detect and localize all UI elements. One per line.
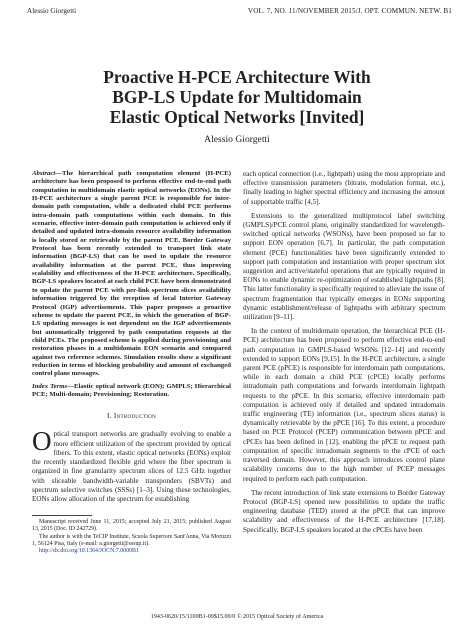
right-column xyxy=(243,170,445,540)
running-header xyxy=(27,7,452,19)
footnote-rule xyxy=(32,515,92,516)
title-line: BGP-LS Update for Multidomain xyxy=(112,87,362,107)
author-name: Alessio Giorgetti xyxy=(204,134,270,145)
running-header-author: Alessio Giorgetti xyxy=(27,7,77,15)
paper-title xyxy=(30,67,444,127)
index-terms-text: —Elastic optical network (EON); GMPLS; Hierarchical PCE; Multi-domain; Provisioning; Restoration. xyxy=(32,382,231,398)
footnote-affiliation: The author is with the TeCIP Institute, Scuola Superiore Sant'Anna, Via Moruzzi 1, 56124 Pisa, Italy (e-mail: a.giorgetti@sssup.it). xyxy=(32,533,231,547)
doi-link[interactable]: http://dx.doi.org/10.1364/JOCN.7.0000B1 xyxy=(39,547,139,554)
body-paragraph: The recent introduction of link state extensions to Border Gateway Protocol (BGP-LS) opened new possibilities to update the traffic engineering database (TED) stored at the pPCE that can improve scalability and effectiveness of the H-PCE architecture [17,18]. Specifically, BGP-LS speakers located at the cPCEs have been xyxy=(243,488,445,534)
left-column xyxy=(32,170,231,555)
section-number: I. xyxy=(106,412,112,421)
title-line: Elastic Optical Networks [Invited] xyxy=(109,107,365,127)
abstract xyxy=(32,170,231,379)
footnote-manuscript: Manuscript received June 11, 2015; accepted July 21, 2015; published August 13, 2015 (Doc. ID 242729). xyxy=(32,519,231,533)
body-paragraph: each optical connection (i.e., lightpath) using the most appropriate and effective transmission parameters (bitrate, modulation format, etc.), finally leading to higher spectral efficiency and increasing the amount of supportable traffic [4,5]. xyxy=(243,170,445,206)
index-terms xyxy=(32,383,231,400)
abstract-text: —The hierarchical path computation element (H-PCE) architecture has been proposed to perform effective end-to-end path computation in multidomain elastic optical networks (EONs). In the H-PCE architecture a single parent PCE is responsible for inter-domain path computation, while a dedicated child PCE performs intra-domain path computations within each domain. In this scenario, effective inter-domain path computation is achieved only if detailed and updated intra-domain resource availability information is locally stored or retrievable by the parent PCE. Border Gateway Protocol has been recently extended to transport link state information (BGP-LS) that can be used to update the resource availability information at the parent PCE, thus improving scalability and effectiveness of the H-PCE architecture. Specifically, BGP-LS speakers located at each child PCE have been demonstrated to update the parent PCE with per-link spectrum slices availability information triggered by the reception of local Interior Gateway Protocol (IGP) advertisements. This paper proposes a proactive scheme to update the parent PCE, in which the generation of BGP-LS updating messages is not dependent on the IGP advertisements but automatically triggered by path computation requests at the child PCEs. The proposed scheme is applied during provisioning and restoration phases in a multidomain EON scenario and compared against two reference schemes. Simulation results show a significant reduction in terms of blocking probability and amount of exchanged control plane messages. xyxy=(32,170,231,378)
index-terms-label: Index Terms xyxy=(32,382,68,390)
running-header-journal: VOL. 7, NO. 11/NOVEMBER 2015/J. OPT. COMMUN. NETW. B1 xyxy=(247,7,452,15)
body-paragraph: In the context of multidomain operation, the hierarchical PCE (H-PCE) architecture has been proposed to perform effective end-to-end path computation in GMPLS-based WSONs [12–14] and recently extended to support EONs [9,15]. In the H-PCE architecture, a single parent PCE (pPCE) is responsible for interdomain path computations, while in each domain a child PCE (cPCE) locally performs intradomain path computations and forwards interdomain lightpath requests to the pPCE. In this scenario, effective interdomain path computation is achieved only if detailed and updated intradomain traffic engineering (TE) information (i.e., spectrum slices status) is dynamically retrievable by the pPCE [16]. To this extent, a procedure based on PCE Protocol (PCEP) communication between pPCE and cPCEs has been defined in [12], enabling the pPCE to request path computation of specific intradomain segments to the cPCE of each traversed domain. However, this approach introduces control plane scalability concerns due to the high number of PCEP messages required to perform each path computation. xyxy=(243,327,445,483)
title-line: Proactive H-PCE Architecture With xyxy=(103,67,371,87)
intro-paragraph xyxy=(32,426,231,504)
abstract-label: Abstract xyxy=(32,170,56,177)
intro-text: ptical transport networks are gradually evolving to enable a more efficient utilization of the spectrum provided by optical fibers. To this extent, elastic optical networks (EONs) exploit the recently standardized flexible grid where the fiber spectrum is organized in fine granularity spectrum slices of 12.5 GHz together with sliceable bandwidth-variable transponders (SBVTs) and spectrum selective switches (SSSs) [1–3]. Using these technologies, EONs allow allocation of the spectrum for establishing xyxy=(32,430,231,503)
section-heading xyxy=(32,412,231,421)
dropcap: O xyxy=(32,426,52,457)
page-footer: 1943-0620/15/1100B1-09$15.00/0 © 2015 Optical Society of America xyxy=(150,614,324,620)
section-title: Introduction xyxy=(113,412,156,421)
body-paragraph: Extensions to the generalized multiprotocol label switching (GMPLS)/PCE control plane, originally standardized for wavelength-switched optical networks (WSONs), have been proposed so far to support EON operation [6,7]. In particular, the path computation element (PCE) functionalities have been significantly extended to support path computation and instantiation with proper spectrum slot suggestion and active/stateful operations that are typically required in EONs to enable dynamic re-optimization of established lightpaths [8]. This latter functionality is specifically required to alleviate the issue of spectrum fragmentation that typically emerges in EONs supporting dynamic establishment/release of lightpaths with arbitrary spectrum utilization [9–11]. xyxy=(243,211,445,322)
